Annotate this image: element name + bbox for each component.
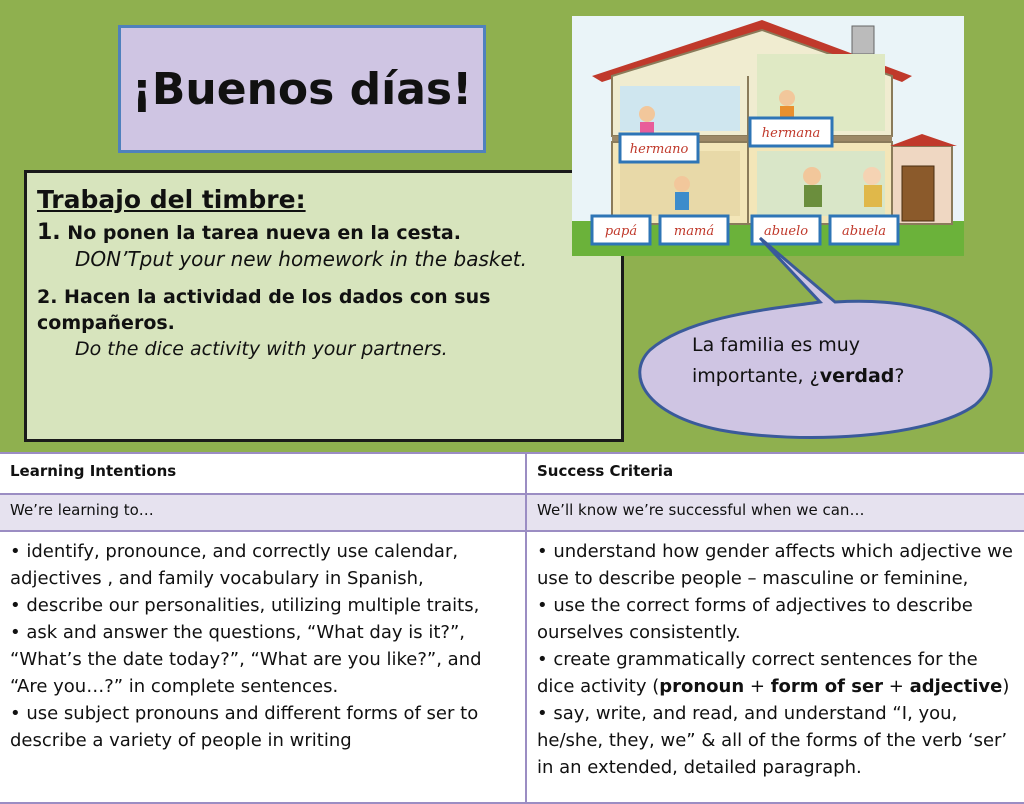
house-label-layer: [572, 16, 964, 256]
bubble-bold-word: verdad: [819, 365, 895, 387]
item-1-number: 1.: [37, 220, 61, 245]
label-abuela: abuela: [841, 224, 887, 239]
label-papa: papá: [604, 224, 638, 239]
learning-intentions-list: [0, 531, 526, 803]
label-abuelo: abuelo: [763, 224, 809, 239]
intention-item: • identify, pronounce, and correctly use calendar, adjectives , and family vocabulary in Spanish,: [10, 541, 459, 589]
item-2-spanish: 2. Hacen la actividad de los dados con sus compañeros.: [37, 286, 491, 334]
learning-table: [0, 452, 1024, 804]
item-2-english: Do the dice activity with your partners.: [75, 338, 448, 360]
intention-item: • describe our personalities, utilizing multiple traits,: [10, 595, 480, 616]
label-hermano: hermano: [629, 142, 689, 157]
criteria-item: • use the correct forms of adjectives to describe ourselves consistently.: [537, 595, 973, 643]
success-criteria-list: [526, 531, 1024, 803]
page-title: ¡Buenos días!: [131, 63, 473, 115]
title-box: [118, 25, 486, 153]
label-mama: mamá: [673, 224, 715, 239]
success-criteria-header: Success Criteria: [526, 453, 1024, 494]
criteria-item-dice: • create grammatically correct sentences for the dice activity (pronoun + form of ser + adjective): [537, 649, 1010, 697]
label-hermana: hermana: [761, 126, 821, 141]
learning-intentions-sub: We’re learning to…: [0, 494, 526, 531]
intention-item: • ask and answer the questions, “What day is it?”, “What’s the date today?”, “What are you like?”, and “Are you…?” in complete sentences.: [10, 622, 482, 697]
item-1-english: DON’Tput your new homework in the basket.: [75, 247, 527, 271]
family-house-illustration: [572, 16, 964, 256]
intention-item: • use subject pronouns and different forms of ser to describe a variety of people in writing: [10, 703, 479, 751]
criteria-item: • say, write, and read, and understand “I, you, he/she, they, we” & all of the forms of the verb ‘ser’ in an extended, detailed paragraph.: [537, 703, 1008, 778]
bellwork-heading: Trabajo del timbre:: [37, 185, 306, 214]
bellwork-box: [24, 170, 624, 442]
success-criteria-sub: We’ll know we’re successful when we can…: [526, 494, 1024, 531]
bubble-text: La familia es muy importante, ¿verdad?: [692, 334, 905, 387]
criteria-item: • understand how gender affects which adjective we use to describe people – masculine or feminine,: [537, 541, 1013, 589]
item-1-spanish: No ponen la tarea nueva en la cesta.: [67, 222, 461, 244]
learning-intentions-header: Learning Intentions: [0, 453, 526, 494]
bellwork-item-1: [37, 220, 611, 246]
